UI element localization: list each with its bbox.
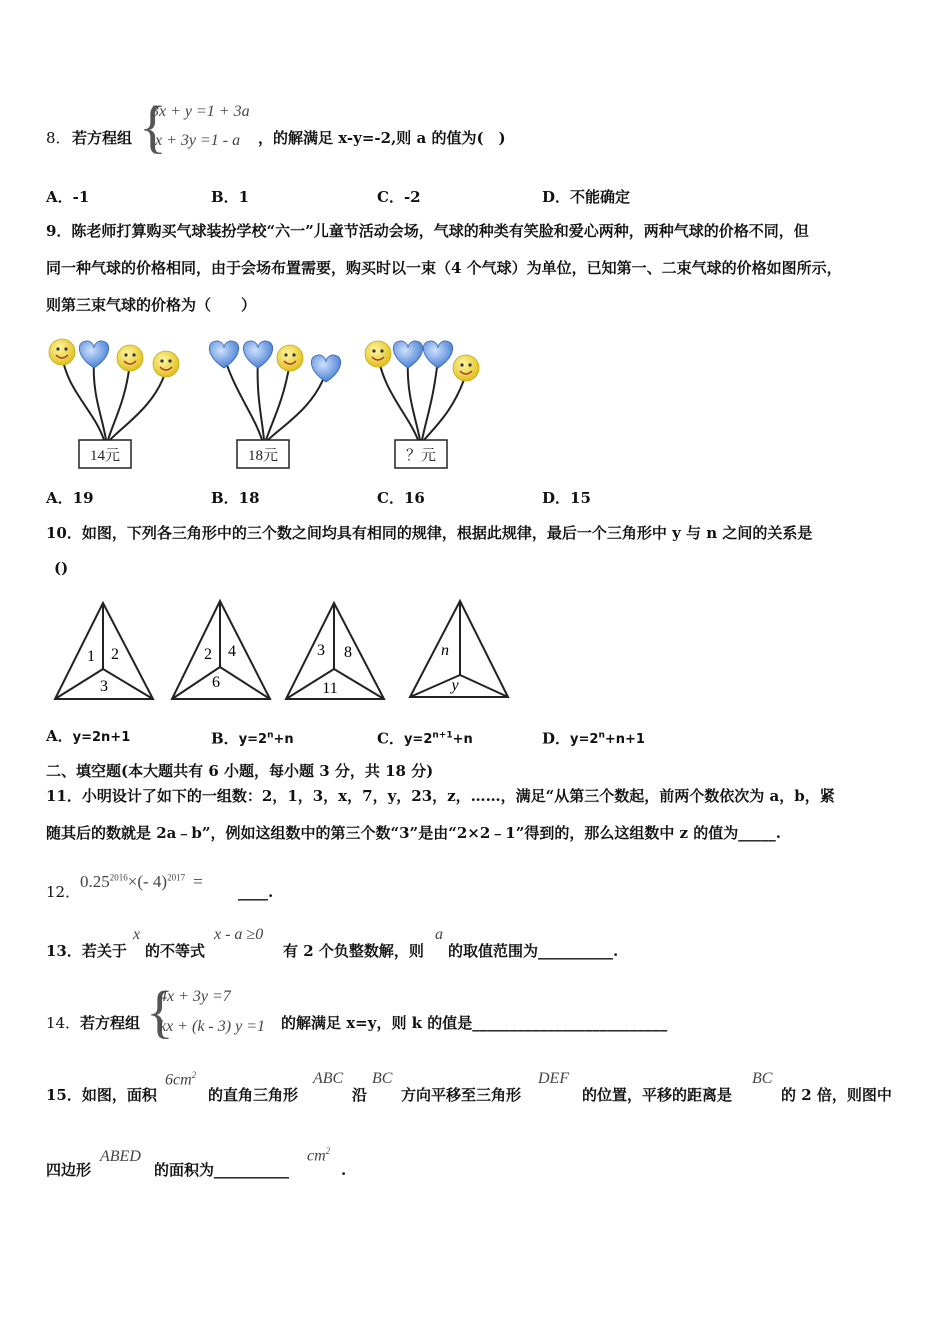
heart-balloon-icon (79, 341, 108, 368)
q10-line1: 10．如图，下列各三角形中的三个数之间均具有相同的规律，根据此规律，最后一个三角形中 y 与 n 之间的关系是 (46, 524, 813, 542)
heart-balloon-icon (393, 341, 422, 368)
q14-prefix: 若方程组 (80, 1014, 141, 1032)
triangle-2-left: 2 (204, 646, 212, 663)
triangle-figure (50, 595, 520, 707)
q13-var-a: a (435, 926, 443, 943)
q8-option-a: A．-1 (46, 188, 90, 206)
q15-unit: $cm^2$ (307, 1146, 331, 1165)
q15-end: . (341, 1161, 347, 1179)
q12-blank: ____. (238, 883, 274, 901)
q15-part6: 的 2 倍，则图中 (781, 1086, 892, 1104)
balloon-bunch-2 (209, 341, 340, 468)
q8-option-b: B．1 (211, 188, 250, 206)
q10-option-b: B．$y=2^n+n$ (211, 729, 294, 748)
q13-part4: 的取值范围为__________. (448, 942, 619, 960)
q15-part3: 沿 (352, 1086, 368, 1104)
triangle-1-right: 2 (111, 646, 119, 663)
heart-balloon-icon (423, 341, 452, 368)
q10-option-a: A．y=2n+1 (46, 727, 131, 745)
smiley-balloon-icon (153, 351, 179, 377)
q8-brace: { (139, 94, 167, 159)
q12-number: 12． (46, 883, 81, 901)
smiley-balloon-icon (117, 345, 143, 371)
q8-prefix: 若方程组 (72, 129, 133, 147)
q8-eq2: x + 3y =1 - a (155, 132, 241, 149)
q15-def: DEF (538, 1070, 570, 1087)
q14-brace: { (146, 979, 174, 1044)
section-2-heading: 二、填空题(本大题共有 6 小题，每小题 3 分，共 18 分) (46, 762, 434, 780)
heart-balloon-icon (311, 355, 340, 382)
q15-abc: ABC (313, 1070, 344, 1087)
q11-line2: 随其后的数就是 2a﹣b”，例如这组数中的第三个数“3”是由“2×2﹣1”得到的，那么这组数中 z 的值为_____. (46, 824, 782, 842)
triangle-1 (55, 603, 153, 699)
triangle-2 (172, 601, 270, 699)
q15-part1: 15．如图，面积 (46, 1086, 157, 1104)
q9-option-c: C．16 (377, 489, 425, 507)
q9-line3: 则第三束气球的价格为（ ） (46, 296, 257, 314)
q10-line2: () (54, 559, 69, 577)
q15-part7: 四边形 (46, 1161, 92, 1179)
q9-option-a: A．19 (46, 489, 94, 507)
balloon-figure (44, 330, 494, 478)
heart-balloon-icon (243, 341, 272, 368)
smiley-balloon-icon (365, 341, 391, 367)
q15-part2: 的直角三角形 (208, 1086, 299, 1104)
triangle-4-bottom: y (451, 677, 459, 694)
balloon-bunch-1 (49, 339, 179, 468)
q8-option-c: C．-2 (377, 188, 421, 206)
q8-suffix: ，的解满足 x-y=-2,则 a 的值为( ) (258, 129, 506, 147)
q8-eq1: 3x + y =1 + 3a (151, 103, 250, 120)
q15-part8: 的面积为__________ (154, 1161, 290, 1179)
q10-option-c: C．$y=2^{n+1}+n$ (377, 729, 473, 748)
q14-suffix: 的解满足 x=y，则 k 的值是__________________________ (281, 1014, 668, 1032)
triangle-1-left: 1 (87, 648, 95, 665)
q15-abed: ABED (100, 1148, 141, 1165)
triangle-4 (410, 601, 508, 697)
heart-balloon-icon (209, 341, 238, 368)
triangle-3-right: 8 (344, 644, 352, 661)
balloon-bunch-3 (365, 341, 479, 468)
bunch-2-price: 18元 (247, 448, 279, 464)
q8-number: 8． (46, 129, 71, 147)
q15-bc1: BC (372, 1070, 393, 1087)
q9-option-b: B．18 (211, 489, 260, 507)
bunch-1-price: 14元 (89, 448, 121, 464)
q9-option-d: D．15 (542, 489, 591, 507)
q14-eq2: kx + (k - 3) y =1 (159, 1018, 265, 1035)
q15-part4: 方向平移至三角形 (401, 1086, 522, 1104)
triangle-4-left: n (441, 642, 449, 659)
q12-expression: $0.25^{2016}\times(-$ 4)$^{2017}$ = (80, 872, 203, 891)
q8-option-d: D．不能确定 (542, 188, 631, 206)
triangle-3 (286, 603, 384, 699)
triangle-2-right: 4 (228, 643, 236, 660)
q11-line1: 11．小明设计了如下的一组数：2，1，3，x，7，y，23，z，……，满足“从第三个数起，前两个数依次为 a，b，紧 (46, 787, 835, 805)
q9-line2: 同一种气球的价格相同，由于会场布置需要，购买时以一束（4 个气球）为单位，已知第一、二束气球的价格如图所示， (46, 259, 842, 277)
triangle-3-left: 3 (317, 642, 325, 659)
q13-part1: 13．若关于 (46, 942, 127, 960)
q13-part3: 有 2 个负整数解，则 (283, 942, 424, 960)
bunch-3-price: ？元 (405, 448, 437, 464)
smiley-balloon-icon (49, 339, 75, 365)
q14-eq1: 4x + 3y =7 (159, 988, 231, 1005)
q15-area: $6cm^2$ (165, 1070, 197, 1089)
smiley-balloon-icon (453, 355, 479, 381)
q9-line1: 9．陈老师打算购买气球装扮学校“六一”儿童节活动会场，气球的种类有笑脸和爱心两种，两种气球的价格不同，但 (46, 222, 809, 240)
triangle-1-bottom: 3 (100, 678, 108, 695)
q13-part2: 的不等式 (145, 942, 206, 960)
q15-bc2: BC (752, 1070, 773, 1087)
q13-inequality: x - a ≥0 (214, 926, 264, 943)
smiley-balloon-icon (277, 345, 303, 371)
q10-option-d: D．$y=2^n+n+1$ (542, 729, 645, 748)
q14-number: 14． (46, 1014, 81, 1032)
triangle-2-bottom: 6 (212, 674, 220, 691)
q15-part5: 的位置，平移的距离是 (582, 1086, 733, 1104)
q13-var-x: x (133, 926, 141, 943)
triangle-3-bottom: 11 (322, 680, 338, 697)
